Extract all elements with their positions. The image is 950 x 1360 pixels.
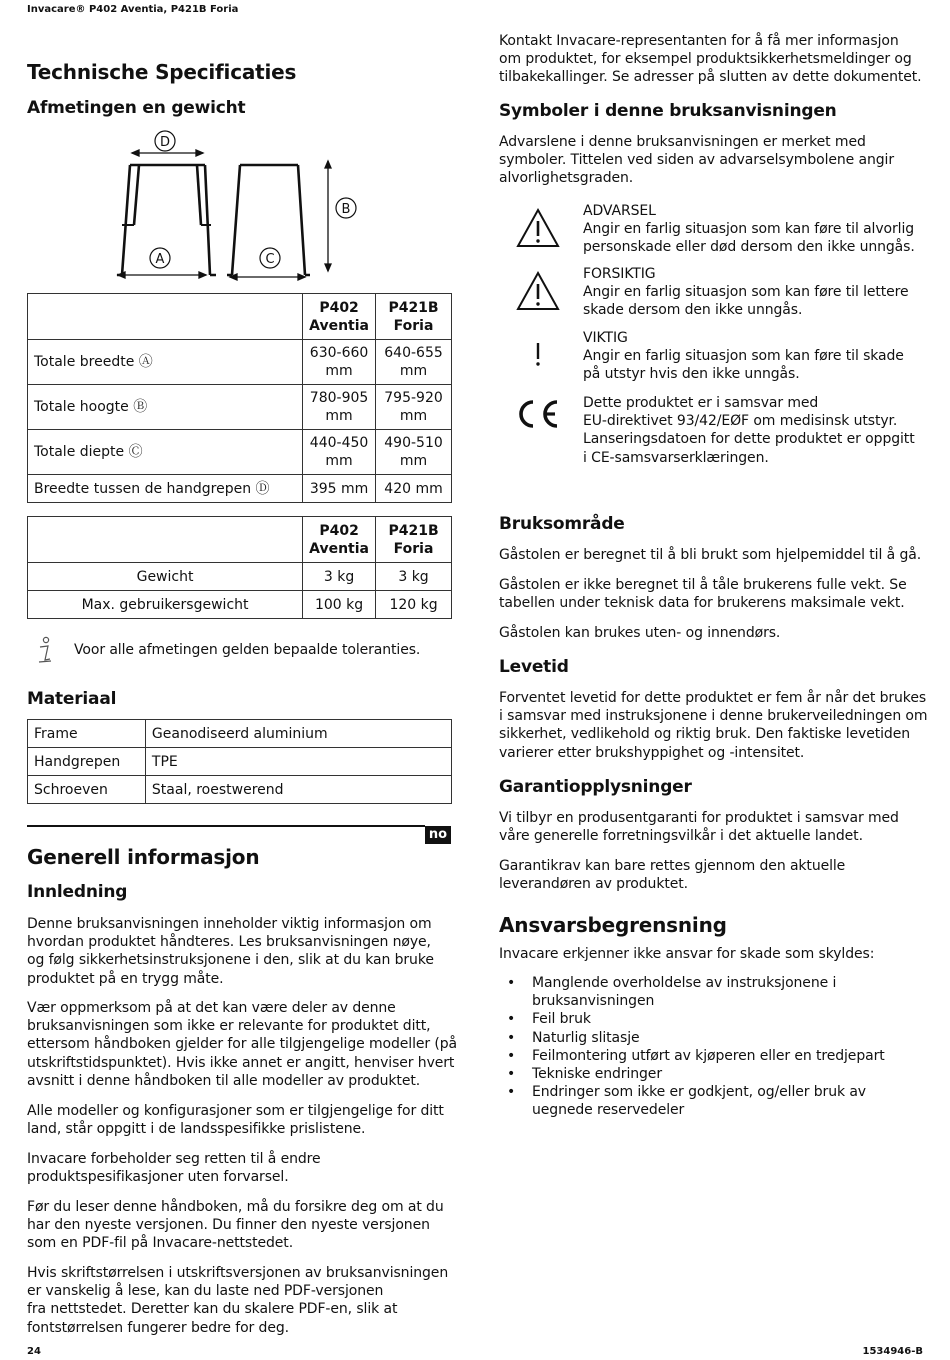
text-line: sikkerhet, vedlikehold og riktig bruk. Den faktiske levetiden bbox=[499, 726, 910, 743]
cell-value: 440-450 bbox=[309, 435, 369, 451]
table-header-model-2-name: Foria bbox=[393, 317, 434, 334]
text-line: • Feil bruk bbox=[532, 1011, 591, 1028]
list-item bbox=[499, 1083, 929, 1119]
table-row bbox=[28, 385, 452, 430]
caution-triangle-icon bbox=[515, 270, 561, 312]
table-header-model-2: P421B bbox=[388, 522, 439, 539]
cell-value: 3 kg bbox=[303, 563, 376, 591]
cell-unit: mm bbox=[399, 363, 428, 379]
text-line: symboler. Tittelen ved siden av advarselsymbolene angir bbox=[499, 152, 895, 169]
text-line: fontstørrelsen fungerer bedre for deg. bbox=[27, 1319, 289, 1336]
material-table bbox=[27, 719, 452, 804]
text-line: bruksanvisningen bbox=[532, 993, 655, 1010]
material-part: Handgrepen bbox=[28, 748, 146, 776]
general-info-title: Generell informasjon bbox=[27, 845, 260, 869]
text-line: • Feilmontering utført av kjøperen eller en tredjepart bbox=[532, 1047, 885, 1064]
symbol-warning-text bbox=[583, 202, 928, 257]
diagram-label-a: A bbox=[155, 252, 165, 267]
material-title: Materiaal bbox=[27, 689, 117, 709]
table-row bbox=[28, 430, 452, 475]
running-header: Invacare® P402 Aventia, P421B Foria bbox=[27, 4, 239, 15]
text-line: Vær oppmerksom på at det kan være deler av denne bbox=[27, 1000, 396, 1016]
section-divider bbox=[27, 825, 425, 827]
text-line: Hvis skriftstørrelsen i utskriftsversjonen av bruksanvisningen bbox=[27, 1265, 449, 1281]
material-value: Staal, roestwerend bbox=[145, 776, 451, 804]
text-line: Lanseringsdatoen for dette produktet er oppgitt bbox=[583, 431, 915, 448]
use-paragraph-1 bbox=[499, 546, 929, 564]
material-part: Schroeven bbox=[28, 776, 146, 804]
symbol-title: FORSIKTIG bbox=[583, 266, 656, 282]
language-badge: no bbox=[425, 826, 451, 844]
symbols-title: Symboler i denne bruksanvisningen bbox=[499, 101, 837, 121]
cell-value: 395 mm bbox=[303, 475, 376, 503]
diagram-label-b: B bbox=[341, 202, 351, 217]
table-row bbox=[28, 720, 452, 748]
text-line: Før du leser denne håndboken, må du forsikre deg om at du bbox=[27, 1199, 444, 1215]
text-line: Angir en farlig situasjon som kan føre til alvorlig bbox=[583, 221, 915, 238]
cell-value: 120 kg bbox=[376, 591, 452, 619]
text-line: ettersom håndboken gjelder for alle tilgjengelige modeller (på bbox=[27, 1036, 458, 1053]
text-line: tabellen under teknisk data for brukerens maksimale vekt. bbox=[499, 595, 905, 612]
liability-title: Ansvarsbegrensning bbox=[499, 913, 727, 937]
symbol-caution-text bbox=[583, 265, 928, 320]
text-line: Kontakt Invacare-representanten for å få mer informasjon bbox=[499, 33, 899, 49]
row-label: Totale diepte Ⓒ bbox=[28, 430, 303, 475]
text-line: Dette produktet er i samsvar med bbox=[583, 395, 819, 411]
text-line: produktet på en trygg måte. bbox=[27, 970, 224, 987]
text-line: Garantikrav kan bare rettes gjennom den aktuelle bbox=[499, 858, 846, 874]
use-paragraph-2 bbox=[499, 576, 929, 612]
symbol-ce-text bbox=[583, 394, 928, 467]
text-line: våre generelle forretningsvilkår i det aktuelle landet. bbox=[499, 828, 863, 845]
text-line: i CE-samsvarserklæringen. bbox=[583, 449, 769, 466]
text-line: Gåstolen kan brukes uten- og innendørs. bbox=[499, 625, 781, 641]
text-line: utskriftstidspunktet). Hvis ikke annet er angitt, henviser hvert bbox=[27, 1054, 455, 1071]
exclamation-icon bbox=[528, 340, 548, 370]
intro-paragraph-5 bbox=[27, 1198, 457, 1253]
page-number: 24 bbox=[27, 1346, 41, 1357]
text-line: bruksanvisningen som ikke er relevante for produktet ditt, bbox=[27, 1018, 431, 1035]
row-label: Max. gebruikersgewicht bbox=[28, 591, 303, 619]
table-row bbox=[28, 748, 452, 776]
symbols-intro bbox=[499, 133, 929, 188]
text-line: som en PDF-fil på Invacare-nettstedet. bbox=[27, 1235, 294, 1252]
table-row bbox=[28, 475, 452, 503]
text-line: har den nyeste versjonen. Du finner den nyeste versjonen bbox=[27, 1217, 430, 1234]
text-line: på utstyr hvis den ikke unngås. bbox=[583, 366, 800, 383]
row-label: Gewicht bbox=[28, 563, 303, 591]
contact-paragraph bbox=[499, 32, 929, 87]
text-line: varierer etter brukshyppighet og -intensitet. bbox=[499, 744, 805, 761]
warning-triangle-icon bbox=[515, 207, 561, 249]
walker-dimensions-diagram bbox=[110, 125, 370, 285]
dimensions-table bbox=[27, 293, 452, 503]
text-line: land, står oppgitt i de landsspesifikke prislistene. bbox=[27, 1121, 366, 1138]
text-line: og følg sikkerhetsinstruksjonene i den, slik at du kan bruke bbox=[27, 952, 434, 969]
table-row bbox=[28, 563, 452, 591]
text-line: Alle modeller og konfigurasjoner som er tilgjengelige for ditt bbox=[27, 1103, 444, 1119]
cell-value: 490-510 bbox=[384, 435, 443, 451]
warranty-paragraph-1 bbox=[499, 809, 929, 845]
text-line: i samsvar med instruksjonene i denne brukerveiledningen om bbox=[499, 708, 928, 725]
info-icon bbox=[36, 636, 54, 664]
text-line: tilbakekallinger. Se adresser på slutten av dette dokumentet. bbox=[499, 69, 922, 86]
cell-value: 100 kg bbox=[303, 591, 376, 619]
cell-unit: mm bbox=[399, 408, 428, 424]
text-line: Angir en farlig situasjon som kan føre til skade bbox=[583, 348, 904, 365]
text-line: fra nettstedet. Deretter kan du skalere PDF-en, slik at bbox=[27, 1301, 398, 1318]
list-item bbox=[499, 1065, 929, 1083]
cell-unit: mm bbox=[399, 453, 428, 469]
table-header-model-1-name: Aventia bbox=[309, 540, 369, 557]
table-header-model-1: P402 bbox=[319, 299, 359, 316]
intended-use-title: Bruksområde bbox=[499, 514, 625, 534]
text-line: • Manglende overholdelse av instruksjonene i bbox=[532, 975, 837, 991]
text-line: uegnede reservedeler bbox=[532, 1102, 685, 1119]
material-value: TPE bbox=[145, 748, 451, 776]
text-line: leverandøren av produktet. bbox=[499, 876, 688, 893]
cell-value: 640-655 bbox=[384, 345, 443, 361]
cell-unit: mm bbox=[325, 363, 353, 379]
cell-value: 630-660 bbox=[309, 345, 369, 361]
row-label: Totale hoogte Ⓑ bbox=[28, 385, 303, 430]
cell-value: 3 kg bbox=[376, 563, 452, 591]
cell-value: 795-920 bbox=[384, 390, 443, 406]
text-line: Gåstolen er beregnet til å bli brukt som hjelpemiddel til å gå. bbox=[499, 547, 922, 563]
cell-unit: mm bbox=[325, 408, 353, 424]
symbol-title: VIKTIG bbox=[583, 330, 628, 346]
text-line: avsnitt i denne håndboken til alle modeller av produktet. bbox=[27, 1072, 421, 1089]
text-line: Invacare forbeholder seg retten til å endre bbox=[27, 1151, 321, 1167]
lifetime-title: Levetid bbox=[499, 657, 569, 677]
tolerance-note: Voor alle afmetingen gelden bepaalde toleranties. bbox=[74, 642, 421, 658]
material-part: Frame bbox=[28, 720, 146, 748]
symbol-important-text bbox=[583, 329, 928, 384]
document-id: 1534946-B bbox=[862, 1346, 923, 1357]
list-item bbox=[499, 1029, 929, 1047]
row-label: Totale breedte Ⓐ bbox=[28, 340, 303, 385]
text-line: Angir en farlig situasjon som kan føre til lettere bbox=[583, 284, 909, 301]
text-line: skade dersom den ikke unngås. bbox=[583, 302, 803, 319]
ce-mark-icon bbox=[512, 397, 562, 431]
material-value: Geanodiseerd aluminium bbox=[145, 720, 451, 748]
text-line: Gåstolen er ikke beregnet til å tåle brukerens fulle vekt. Se bbox=[499, 577, 907, 593]
intro-paragraph-4 bbox=[27, 1150, 457, 1186]
use-paragraph-3 bbox=[499, 624, 929, 642]
text-line: personskade eller død dersom den ikke unngås. bbox=[583, 239, 915, 256]
intro-paragraph-6 bbox=[27, 1264, 457, 1337]
warranty-title: Garantiopplysninger bbox=[499, 777, 692, 797]
table-row bbox=[28, 340, 452, 385]
list-item bbox=[499, 1010, 929, 1028]
introduction-title: Innledning bbox=[27, 882, 128, 902]
cell-value: 780-905 bbox=[309, 390, 369, 406]
text-line: Denne bruksanvisningen inneholder viktig informasjon om bbox=[27, 916, 432, 932]
warranty-paragraph-2 bbox=[499, 857, 929, 893]
table-header-model-2: P421B bbox=[388, 299, 439, 316]
row-label: Breedte tussen de handgrepen Ⓓ bbox=[28, 475, 303, 503]
table-header-model-1-name: Aventia bbox=[309, 317, 369, 334]
table-row bbox=[28, 591, 452, 619]
text-line: Forventet levetid for dette produktet er fem år når det brukes bbox=[499, 690, 927, 706]
table-header-model-2-name: Foria bbox=[393, 540, 434, 557]
cell-value: 420 mm bbox=[376, 475, 452, 503]
intro-paragraph-1 bbox=[27, 915, 457, 988]
intro-paragraph-2 bbox=[27, 999, 457, 1090]
liability-list bbox=[499, 974, 929, 1120]
text-line: alvorlighetsgraden. bbox=[499, 170, 634, 187]
intro-paragraph-3 bbox=[27, 1102, 457, 1138]
diagram-label-c: C bbox=[265, 252, 275, 267]
liability-intro: Invacare erkjenner ikke ansvar for skade som skyldes: bbox=[499, 946, 875, 962]
text-line: produktspesifikasjoner uten forvarsel. bbox=[27, 1169, 289, 1186]
text-line: • Endringer som ikke er godkjent, og/eller bruk av bbox=[532, 1084, 866, 1101]
table-row bbox=[28, 776, 452, 804]
dimensions-title: Afmetingen en gewicht bbox=[27, 98, 246, 118]
cell-unit: mm bbox=[325, 453, 353, 469]
text-line: • Naturlig slitasje bbox=[532, 1029, 640, 1046]
text-line: Advarslene i denne bruksanvisningen er merket med bbox=[499, 134, 866, 150]
technical-specs-title: Technische Specificaties bbox=[27, 60, 297, 84]
list-item bbox=[499, 974, 929, 1010]
table-header-model-1: P402 bbox=[319, 522, 359, 539]
symbol-title: ADVARSEL bbox=[583, 203, 656, 219]
text-line: Vi tilbyr en produsentgaranti for produktet i samsvar med bbox=[499, 810, 899, 826]
text-line: • Tekniske endringer bbox=[532, 1066, 662, 1083]
diagram-label-d: D bbox=[159, 135, 171, 150]
text-line: EU-direktivet 93/42/EØF om medisinsk utstyr. bbox=[583, 413, 898, 430]
text-line: er vanskelig å lese, kan du laste ned PDF-versjonen bbox=[27, 1283, 384, 1300]
weight-table bbox=[27, 516, 452, 619]
list-item bbox=[499, 1047, 929, 1065]
text-line: hvordan produktet håndteres. Les bruksanvisningen nøye, bbox=[27, 934, 431, 951]
lifetime-paragraph bbox=[499, 689, 929, 762]
text-line: om produktet, for eksempel produktsikkerhetsmeldinger og bbox=[499, 51, 912, 68]
